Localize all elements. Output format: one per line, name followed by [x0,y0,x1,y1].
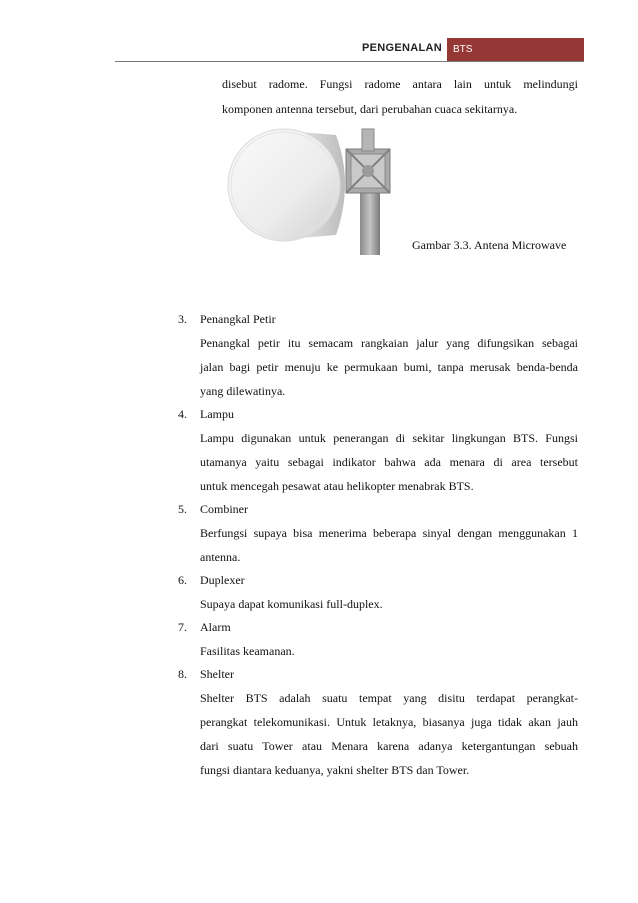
item-number: 4. [178,407,187,421]
list-item [178,616,578,663]
component-list [178,308,578,782]
list-item [178,498,578,569]
microwave-antenna-image [218,121,408,255]
item-line: Fasilitas keamanan. [200,644,295,658]
antenna-illustration [218,121,408,255]
intro-paragraph [222,72,578,122]
item-line: Shelter BTS adalah suatu tempat yang disitu terdapat perangkat- [200,691,578,705]
list-item [178,569,578,616]
page-header [115,38,584,62]
item-line: fungsi diantara keduanya, yakni shelter BTS dan Tower. [200,763,470,777]
item-title: Penangkal Petir [200,312,276,326]
item-number: 7. [178,620,187,634]
item-title: Combiner [200,502,248,516]
item-number: 6. [178,573,187,587]
item-line: yang dilewatinya. [200,384,286,398]
header-rule [115,61,584,62]
item-body [178,521,578,569]
item-line: Penangkal petir itu semacam rangkaian jalur yang difungsikan sebagai [200,336,578,350]
figure-caption: Gambar 3.3. Antena Microwave [412,238,567,252]
item-body [178,639,578,663]
item-title: Lampu [200,407,234,421]
item-number: 3. [178,312,187,326]
item-line: jalan bagi petir menuju ke permukaan bumi, tanpa merusak benda-benda [200,360,578,374]
item-line: dari suatu Tower atau Menara karena adanya ketergantungan sebuah [200,739,578,753]
item-line: Supaya dapat komunikasi full-duplex. [200,597,383,611]
item-body [178,426,578,498]
header-tab: BTS [447,38,584,62]
item-line: Lampu digunakan untuk penerangan di sekitar lingkungan BTS. Fungsi [200,431,578,445]
item-body [178,592,578,616]
header-title: PENGENALAN [361,42,442,54]
item-line: Berfungsi supaya bisa menerima beberapa sinyal dengan menggunakan 1 [200,526,578,540]
item-title: Alarm [200,620,231,634]
list-item [178,403,578,498]
list-item [178,663,578,782]
item-title: Shelter [200,667,234,681]
item-line: utamanya yaitu sebagai indikator bahwa ada menara di area tersebut [200,455,578,469]
item-number: 5. [178,502,187,516]
intro-line: disebut radome. Fungsi radome antara lain untuk melindungi [222,77,578,91]
item-line: perangkat telekomunikasi. Untuk letaknya, biasanya juga tidak akan jauh [200,715,578,729]
item-line: antenna. [200,550,241,564]
intro-line: komponen antenna tersebut, dari perubahan cuaca sekitarnya. [222,102,518,116]
item-body [178,331,578,403]
list-item [178,308,578,403]
item-title: Duplexer [200,573,245,587]
item-body [178,686,578,782]
item-line: untuk mencegah pesawat atau helikopter menabrak BTS. [200,479,474,493]
item-number: 8. [178,667,187,681]
